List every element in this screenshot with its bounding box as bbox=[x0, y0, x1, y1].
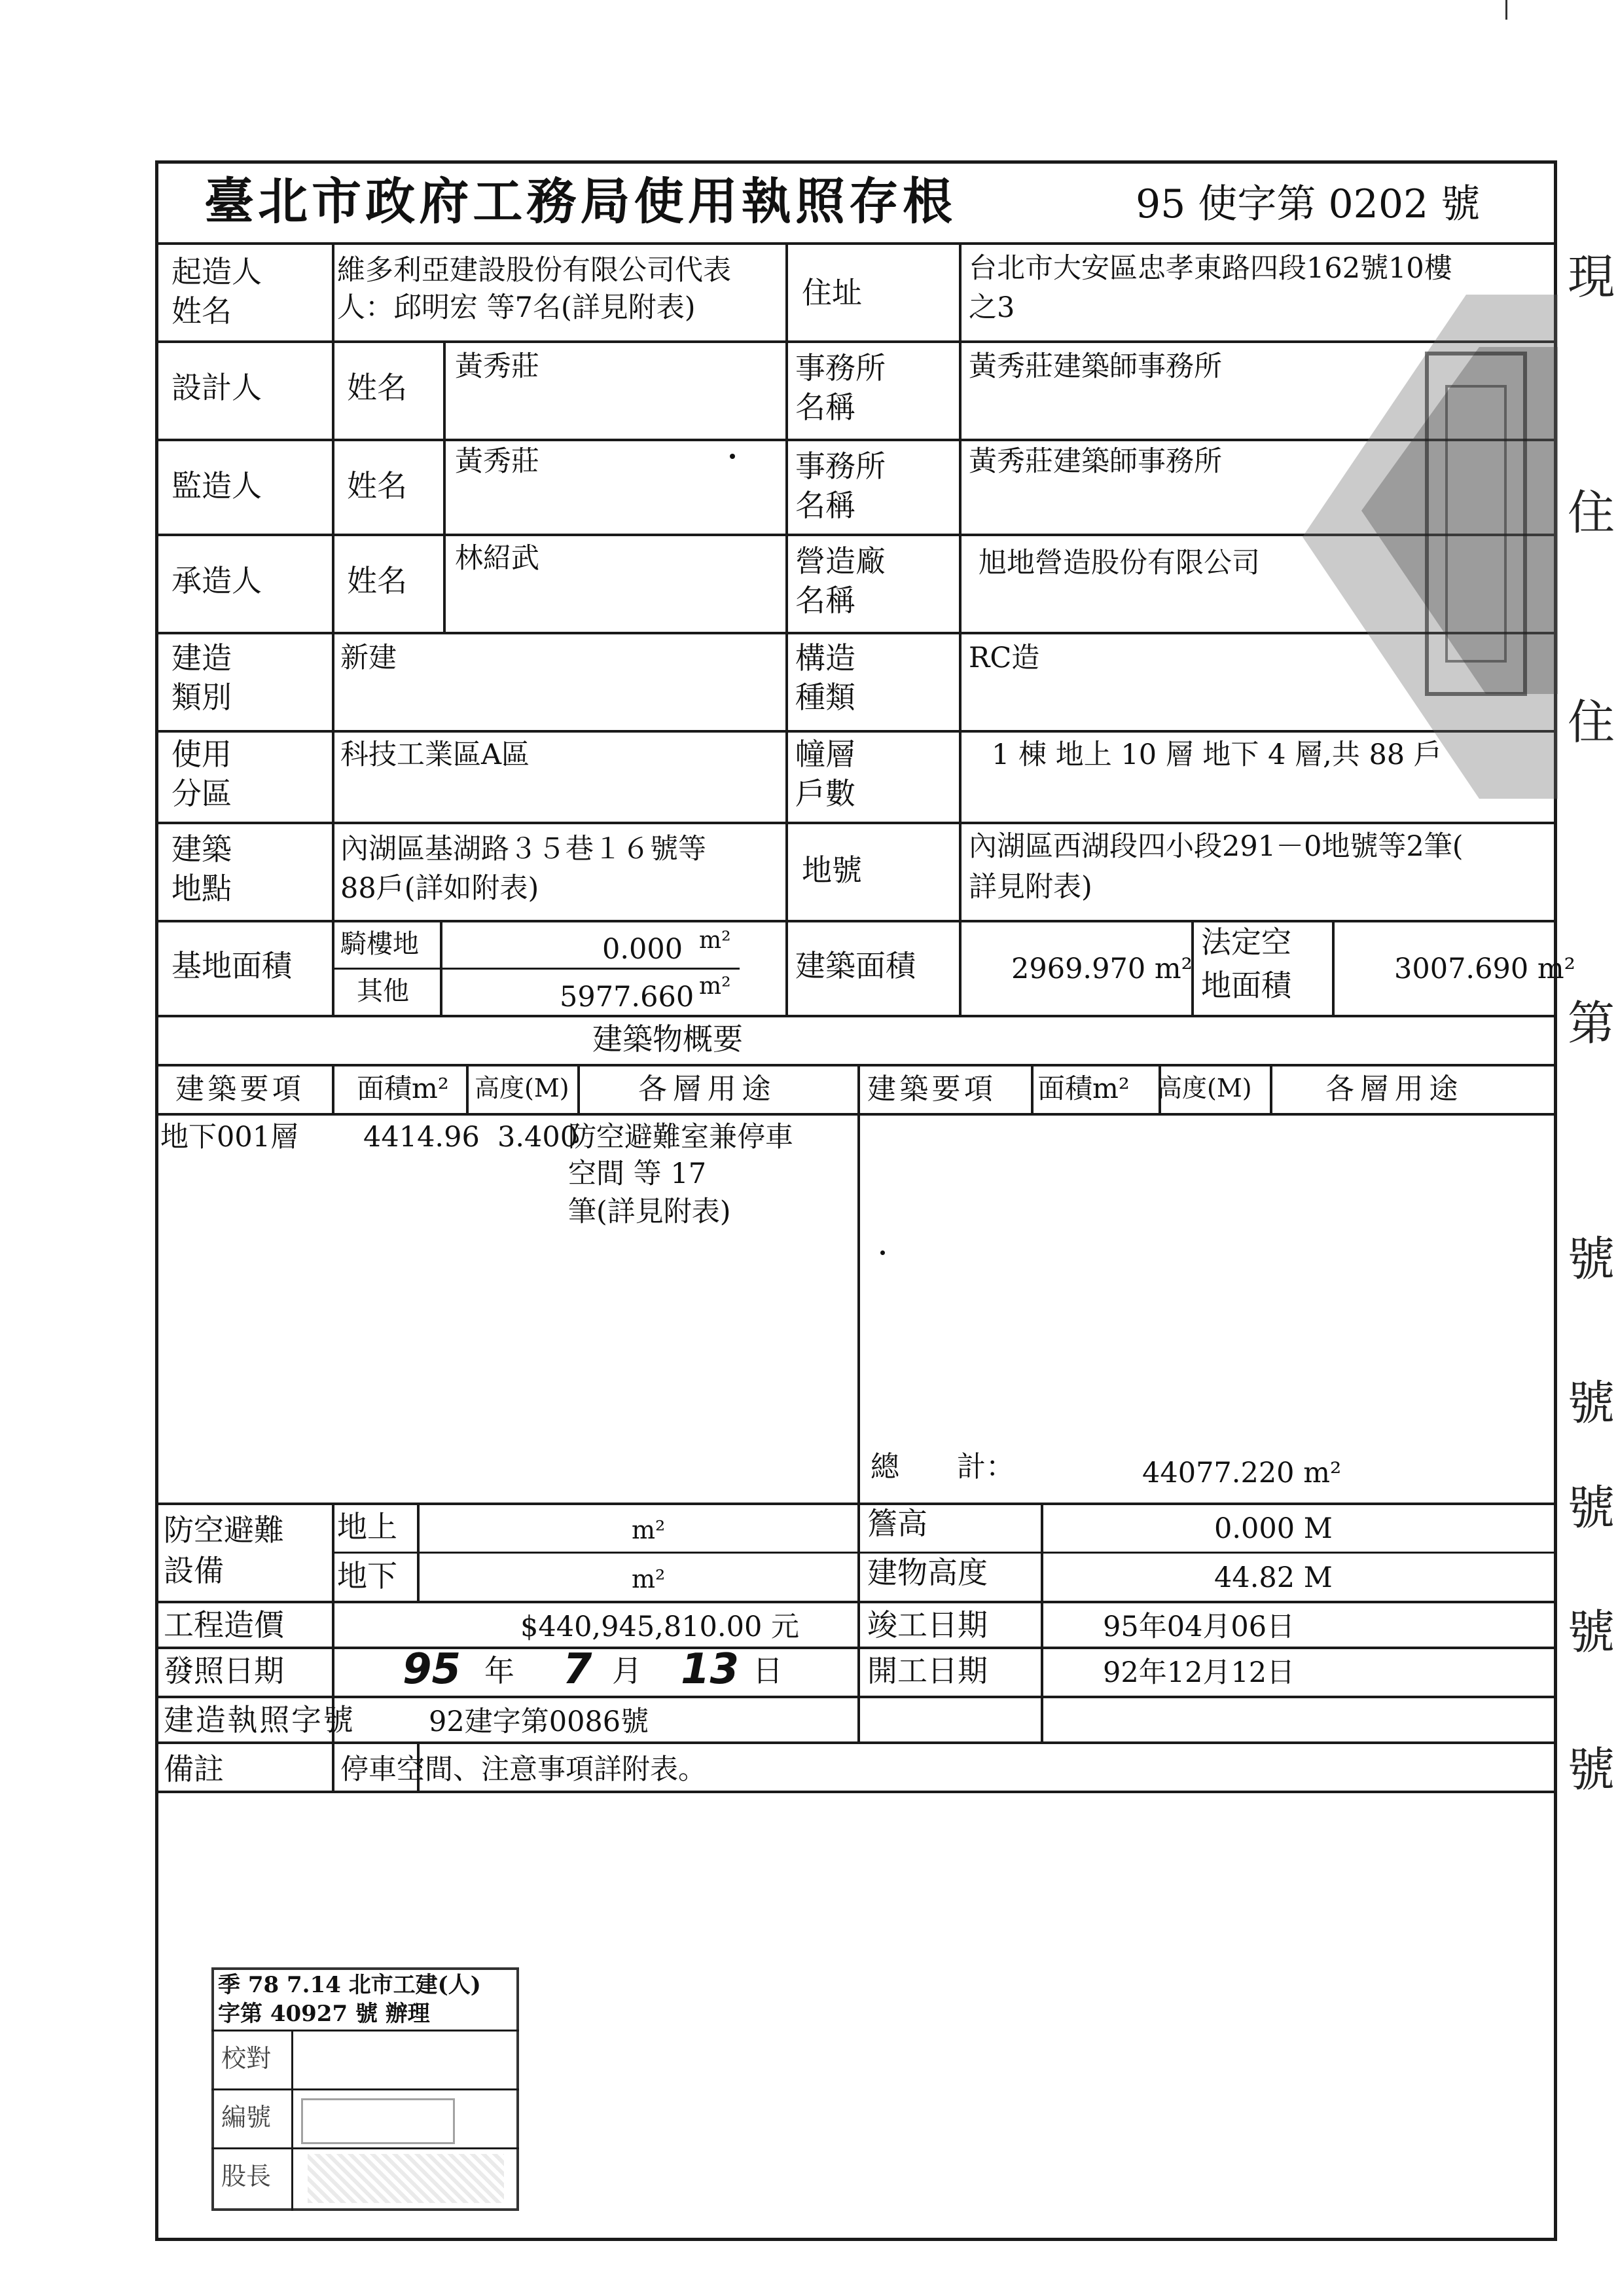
supervisor-office-label-line2: 名稱 bbox=[795, 488, 855, 523]
chief-seal-mark bbox=[308, 2154, 504, 2203]
start-date: 92年12月12日 bbox=[1103, 1656, 1295, 1689]
issue-year-unit: 年 bbox=[484, 1653, 514, 1688]
lot-number-line2: 詳見附表) bbox=[969, 871, 1092, 903]
floor-item: 地下001層 bbox=[160, 1121, 299, 1154]
zone-label-line2: 分區 bbox=[171, 776, 232, 811]
build-type-label-line2: 類別 bbox=[171, 680, 232, 715]
designer-name-label: 姓名 bbox=[347, 370, 407, 405]
designer-office: 黃秀莊建築師事務所 bbox=[969, 350, 1222, 383]
margin-char-3: 住 bbox=[1568, 695, 1615, 750]
col-header-use-left: 各層用途 bbox=[638, 1072, 777, 1106]
building-height-value: 44.82 M bbox=[1214, 1561, 1333, 1594]
building-area-value: 2969.970 m² bbox=[1011, 953, 1193, 985]
margin-char-6: 號 bbox=[1568, 1376, 1615, 1430]
open-space-label-line1: 法定空 bbox=[1201, 924, 1291, 960]
site-area-label: 基地面積 bbox=[171, 948, 292, 983]
margin-char-7: 號 bbox=[1568, 1480, 1615, 1535]
supervisor-office: 黃秀莊建築師事務所 bbox=[969, 445, 1222, 478]
floors-households: 1 棟 地上 10 層 地下 4 層,共 88 戶 bbox=[992, 738, 1442, 771]
floor-area: 4414.96 bbox=[363, 1121, 480, 1154]
remarks-label: 備註 bbox=[164, 1751, 224, 1787]
other-area-value: 5977.660 bbox=[560, 981, 694, 1013]
start-date-label: 開工日期 bbox=[867, 1653, 988, 1688]
structure-label-line1: 構造 bbox=[795, 640, 855, 676]
lot-label: 地號 bbox=[802, 852, 862, 888]
designer-label: 設計人 bbox=[171, 370, 262, 405]
contractor-name: 林紹武 bbox=[455, 542, 539, 575]
contractor-firm-label-line1: 營造廠 bbox=[795, 543, 886, 579]
margin-char-1: 現 bbox=[1568, 249, 1615, 304]
zoning: 科技工業區A區 bbox=[340, 738, 530, 771]
floor-height: 3.400 bbox=[497, 1121, 579, 1154]
supervisor-label: 監造人 bbox=[171, 468, 262, 503]
floor-use-line2: 空間 等 17 bbox=[568, 1157, 707, 1190]
shelter-below-unit: m² bbox=[632, 1565, 666, 1594]
margin-char-8: 號 bbox=[1568, 1605, 1615, 1660]
arcade-unit: m² bbox=[699, 927, 731, 954]
building-height-label: 建物高度 bbox=[867, 1555, 988, 1590]
build-type-label-line1: 建造 bbox=[171, 640, 232, 676]
margin-char-2: 住 bbox=[1568, 485, 1615, 540]
scan-speck bbox=[1505, 0, 1507, 20]
stamp-number-label: 編號 bbox=[221, 2103, 272, 2132]
builder-name-line1: 維多利亞建設股份有限公司代表 bbox=[337, 254, 731, 287]
open-space-label-line2: 地面積 bbox=[1201, 968, 1291, 1003]
supervisor-name-label: 姓名 bbox=[347, 468, 407, 503]
structure-label-line2: 種類 bbox=[795, 680, 855, 715]
designer-office-label-line2: 名稱 bbox=[795, 390, 855, 425]
structure-type: RC造 bbox=[969, 642, 1040, 674]
builder-label-line1: 起造人 bbox=[171, 254, 262, 289]
shelter-above-label: 地上 bbox=[337, 1509, 397, 1544]
col-header-height-right: 高度(M) bbox=[1157, 1074, 1252, 1102]
total-label: 總 計： bbox=[871, 1450, 1015, 1484]
summary-title: 建築物概要 bbox=[592, 1021, 743, 1057]
builder-address-line2: 之3 bbox=[969, 291, 1015, 324]
issue-month-handwritten: 7 bbox=[563, 1645, 592, 1694]
shelter-label-line1: 防空避難 bbox=[164, 1512, 284, 1548]
other-area-label: 其他 bbox=[357, 976, 409, 1006]
floors-label-line2: 戶數 bbox=[795, 776, 855, 811]
eaves-height-value: 0.000 M bbox=[1214, 1512, 1333, 1545]
location-label-line1: 建築 bbox=[171, 831, 232, 867]
floors-label-line1: 幢層 bbox=[795, 737, 855, 772]
arcade-value: 0.000 bbox=[602, 933, 683, 966]
issue-day-handwritten: 13 bbox=[681, 1645, 740, 1694]
col-header-height-left: 高度(M) bbox=[475, 1074, 569, 1102]
zone-label-line1: 使用 bbox=[171, 737, 232, 772]
contractor-label: 承造人 bbox=[171, 563, 262, 598]
other-area-unit: m² bbox=[699, 973, 731, 1000]
col-header-use-right: 各層用途 bbox=[1325, 1072, 1464, 1106]
margin-char-9: 號 bbox=[1568, 1742, 1615, 1797]
lot-number-line1: 內湖區西湖段四小段291－0地號等2筆( bbox=[969, 830, 1464, 863]
shelter-above-unit: m² bbox=[632, 1516, 666, 1544]
building-area-label: 建築面積 bbox=[795, 948, 916, 983]
col-header-item-left: 建築要項 bbox=[175, 1072, 305, 1106]
total-value: 44077.220 m² bbox=[1142, 1457, 1342, 1489]
issue-year-handwritten: 95 bbox=[403, 1645, 461, 1694]
designer-office-label-line1: 事務所 bbox=[795, 350, 886, 386]
stamp-check-label: 校對 bbox=[221, 2044, 272, 2073]
cost-label: 工程造價 bbox=[164, 1607, 284, 1643]
open-space-value: 3007.690 m² bbox=[1394, 953, 1575, 985]
issue-day-unit: 日 bbox=[753, 1653, 783, 1688]
floor-use-line3: 筆(詳見附表) bbox=[568, 1195, 731, 1228]
margin-char-5: 號 bbox=[1568, 1231, 1615, 1286]
col-header-item-right: 建築要項 bbox=[867, 1072, 997, 1106]
location-line2: 88戶(詳如附表) bbox=[340, 872, 539, 905]
completion-date: 95年04月06日 bbox=[1103, 1611, 1295, 1643]
remarks: 停車空間、注意事項詳附表。 bbox=[340, 1753, 706, 1786]
shelter-below-label: 地下 bbox=[337, 1558, 397, 1594]
builder-address-line1: 台北市大安區忠孝東路四段162號10樓 bbox=[969, 252, 1452, 285]
location-label-line2: 地點 bbox=[171, 871, 232, 906]
col-header-area-left: 面積m² bbox=[357, 1072, 449, 1104]
designer-name: 黃秀莊 bbox=[455, 350, 539, 383]
location-line1: 內湖區基湖路３５巷１６號等 bbox=[340, 833, 706, 866]
stamp-line2: 字第 40927 號 辦理 bbox=[218, 2001, 430, 2027]
floor-use-line1: 防空避難室兼停車 bbox=[568, 1121, 793, 1154]
arcade-label: 騎樓地 bbox=[340, 929, 419, 959]
margin-char-4: 第 bbox=[1568, 996, 1615, 1051]
seal-smudge bbox=[1263, 196, 1558, 799]
permit-number: 92建字第0086號 bbox=[429, 1705, 649, 1738]
permit-number-label: 建造執照字號 bbox=[164, 1702, 355, 1738]
document-title: 臺北市政府工務局使用執照存根 bbox=[204, 172, 957, 230]
contractor-firm-label-line2: 名稱 bbox=[795, 583, 855, 618]
supervisor-office-label-line1: 事務所 bbox=[795, 448, 886, 484]
name-seal-mark bbox=[301, 2098, 455, 2144]
contractor-firm: 旭地營造股份有限公司 bbox=[979, 547, 1260, 579]
builder-name-line2: 人：邱明宏 等7名(詳見附表) bbox=[337, 291, 696, 324]
completion-date-label: 竣工日期 bbox=[867, 1607, 988, 1643]
license-number: 95 使字第 0202 號 bbox=[1136, 181, 1481, 227]
scan-speck bbox=[730, 454, 735, 459]
builder-label-line2: 姓名 bbox=[171, 293, 232, 329]
issue-date-label: 發照日期 bbox=[164, 1653, 284, 1688]
col-header-area-right: 面積m² bbox=[1037, 1072, 1130, 1104]
address-label: 住址 bbox=[802, 275, 862, 310]
build-type: 新建 bbox=[340, 642, 397, 674]
stamp-line1: 季 78 7.14 北市工建(人) bbox=[218, 1972, 481, 1998]
supervisor-name: 黃秀莊 bbox=[455, 445, 539, 478]
stamp-chief-label: 股長 bbox=[221, 2162, 272, 2191]
scan-speck bbox=[880, 1250, 885, 1255]
cost-value: $440,945,810.00 元 bbox=[520, 1611, 799, 1643]
contractor-name-label: 姓名 bbox=[347, 563, 407, 598]
eaves-height-label: 簷高 bbox=[867, 1506, 927, 1541]
shelter-label-line2: 設備 bbox=[164, 1553, 224, 1588]
issue-month-unit: 月 bbox=[612, 1653, 642, 1688]
